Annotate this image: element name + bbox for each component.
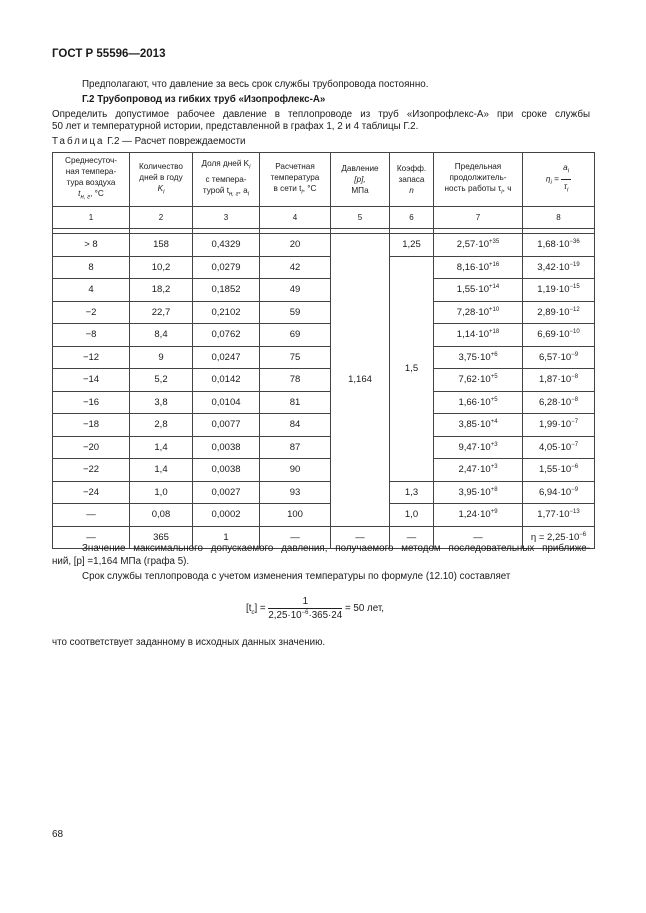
table-row: −24 1,0 0,0027 93 1,3 $3,95\cdot 10^{+8}$ $6,94\cdot 10^{-9}$ xyxy=(53,481,595,504)
paragraph-max-pressure-line2: ний, [p] =1,164 МПа (графа 5). xyxy=(52,556,190,567)
header-air-temp: Среднесуточ- ная темпера- тура воздуха $t_{н, г}$, °C xyxy=(53,153,130,207)
paragraph-max-pressure-line1: Значение максимального допускаемого давления, получаемого методом последовательных приближе- xyxy=(82,543,590,554)
colnum: 5 xyxy=(331,207,390,229)
header-days-share: Доля дней $K_i$ с темпера- турой $t_{н, г}$, $a_i$ xyxy=(193,153,260,207)
table-row: — 0,08 0,0002 100 1,0 $1,24\cdot 10^{+9}$ $1,77\cdot 10^{-13}$ xyxy=(53,504,595,527)
document-header: ГОСТ Р 55596—2013 xyxy=(52,48,166,60)
section-heading: Г.2 Трубопровод из гибких труб «Изопрофлекс-А» xyxy=(82,94,326,105)
safety-factor-cell: 1,25 xyxy=(390,234,434,257)
colnum: 4 xyxy=(260,207,331,229)
table-row: 4 18,2 0,1852 49 $1,55\cdot 10^{+14}$ $1,19\cdot 10^{-15}$ xyxy=(53,279,595,302)
table-row: −22 1,4 0,0038 90 $2,47\cdot 10^{+3}$ $1,55\cdot 10^{-6}$ xyxy=(53,459,595,482)
paragraph-task-line2: 50 лет и температурной истории, представленной в графах 1, 2 и 4 таблицы Г.2. xyxy=(52,121,419,132)
page-number: 68 xyxy=(52,829,64,840)
colnum: 3 xyxy=(193,207,260,229)
colnum: 8 xyxy=(523,207,595,229)
header-network-temp: Расчетная температура в сети $t_i$, °C xyxy=(260,153,331,207)
header-pressure: Давление [p], МПа xyxy=(331,153,390,207)
table-row: −8 8,4 0,0762 69 $1,14\cdot 10^{+18}$ $6,69\cdot 10^{-10}$ xyxy=(53,324,595,347)
paragraph-conclusion: что соответствует заданному в исходных данных значению. xyxy=(52,637,326,648)
table-caption-title: Г.2 — Расчет повреждаемости xyxy=(104,136,246,147)
service-life-formula: $[t_c]$ = $\frac{1}{2,25\cdot 10^{-6}\cdot 365\cdot 24}$ = 50 лет, xyxy=(246,596,384,621)
table-total-row: — 365 1 — — — — $\eta = 2,25\cdot 10^{-6}$ xyxy=(53,526,595,549)
table-row: −20 1,4 0,0038 87 $9,47\cdot 10^{+3}$ $4,05\cdot 10^{-7}$ xyxy=(53,436,595,459)
column-number-row xyxy=(53,207,595,229)
header-days-count: Количество дней в году $K_i$ xyxy=(130,153,193,207)
damage-fraction: $\frac{a_i}{\tau_i}$ xyxy=(563,163,570,194)
safety-factor-cell: 1,5 xyxy=(390,256,434,481)
header-duration: Предельная продолжитель- ность работы $\tau_i$, ч xyxy=(434,153,523,207)
table-row: −18 2,8 0,0077 84 $3,85\cdot 10^{+4}$ $1,99\cdot 10^{-7}$ xyxy=(53,414,595,437)
damage-table xyxy=(52,152,595,549)
colnum: 1 xyxy=(53,207,130,229)
paragraph-pressure-constant: Предполагают, что давление за весь срок службы трубопровода постоянно. xyxy=(82,79,429,90)
table-caption-prefix: Таблица xyxy=(52,136,105,147)
table-row: −16 3,8 0,0104 81 $1,66\cdot 10^{+5}$ $6,28\cdot 10^{-8}$ xyxy=(53,391,595,414)
paragraph-task-line1: Определить допустимое рабочее давление в теплопроводе из труб «Изопрофлекс-А» при сроке службы xyxy=(52,109,590,120)
table-row: −12 9 0,0247 75 $3,75\cdot 10^{+6}$ $6,57\cdot 10^{-9}$ xyxy=(53,346,595,369)
total-damage-cell: $\eta = 2,25\cdot 10^{-6}$ xyxy=(523,526,595,549)
colnum: 7 xyxy=(434,207,523,229)
safety-factor-cell: 1,3 xyxy=(390,481,434,504)
table-caption xyxy=(52,136,246,147)
table-row: > 8 158 0,4329 20 1,164 1,25 $2,57\cdot 10^{+35}$ $1,68\cdot 10^{-36}$ xyxy=(53,234,595,257)
table-row: −14 5,2 0,0142 78 $7,62\cdot 10^{+5}$ $1,87\cdot 10^{-8}$ xyxy=(53,369,595,392)
colnum: 2 xyxy=(130,207,193,229)
header-damage-ratio: $\eta_i$ = $\frac{a_i}{\tau_i}$ xyxy=(523,153,595,207)
pressure-cell: 1,164 xyxy=(331,234,390,527)
table-row: −2 22,7 0,2102 59 $7,28\cdot 10^{+10}$ $2,89\cdot 10^{-12}$ xyxy=(53,301,595,324)
header-safety-factor: Коэфф. запаса n xyxy=(390,153,434,207)
safety-factor-cell: 1,0 xyxy=(390,504,434,527)
table-row: 8 10,2 0,0279 42 1,5 $8,16\cdot 10^{+16}$ $3,42\cdot 10^{-19}$ xyxy=(53,256,595,279)
table-header-row xyxy=(53,153,595,207)
colnum: 6 xyxy=(390,207,434,229)
paragraph-service-life: Срок службы теплопровода с учетом изменения температуры по формуле (12.10) составляет xyxy=(82,571,511,582)
formula-fraction: $\frac{1}{2,25\cdot 10^{-6}\cdot 365\cdot 24}$ xyxy=(268,596,343,621)
